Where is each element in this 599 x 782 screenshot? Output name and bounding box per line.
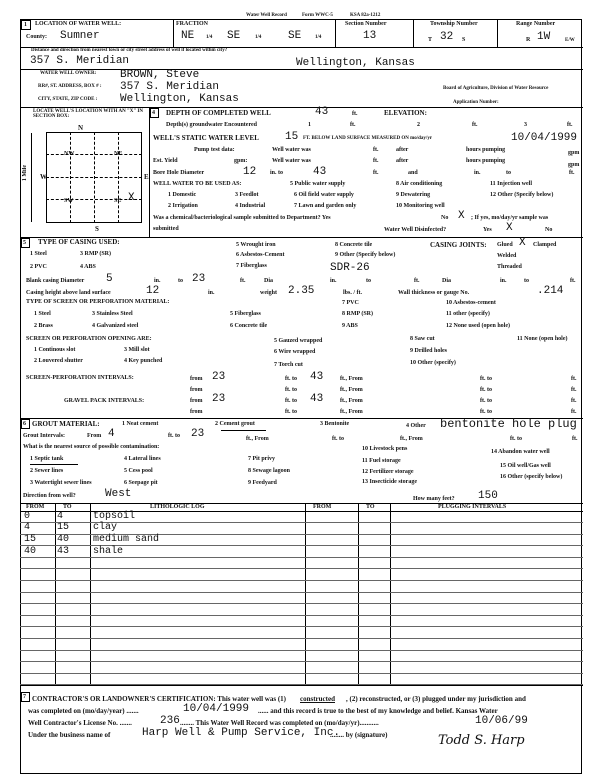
location-label: LOCATION OF WATER WELL: [35,21,122,27]
log-rule [20,626,583,627]
range-label: Range Number [516,21,556,27]
log-rule [20,673,583,674]
rr-value: 357 S. Meridian [120,81,220,93]
blank-to: 23 [192,273,206,285]
groundwater-label: Depth(s) groundwater Encountered [166,122,258,128]
county-value: Sumner [60,30,100,42]
fraction-1: NE [181,30,195,42]
depth-value: 43 [315,106,329,118]
locate-label: LOCATE WELL'S LOCATION WITH AN "X" IN SECTION BOX: [33,109,143,120]
depth-label: DEPTH OF COMPLETED WELL [166,109,271,117]
section-number-label: Section Number [345,21,387,27]
casing-height: 12 [146,285,160,297]
log-rule [20,638,583,639]
gravel-to: 43 [310,393,324,405]
log-rule [20,592,583,593]
owner-label: WATER WELL OWNER: [40,71,97,76]
range-value: 1W [537,31,551,43]
form-number: Form WWC-5 [302,13,333,18]
location-x-mark: X [128,192,135,204]
gravel-from: 23 [212,393,226,405]
feet-value: 150 [478,490,498,502]
casing-sdr: SDR-26 [330,262,370,274]
log-rule [20,661,583,662]
bore-value: 12 [243,166,257,178]
use-label: WELL WATER TO BE USED AS: [153,181,242,187]
static-level-value: 15 [285,131,299,143]
address-line: 357 S. Meridian [30,55,130,67]
business-name: Harp Well & Pump Service, Inc. [142,727,341,739]
static-date: 10/04/1999 [511,132,578,144]
elevation-label: ELEVATION: [384,109,427,117]
static-level-label: WELL'S STATIC WATER LEVEL [153,134,259,142]
casing-weight: 2.35 [288,285,315,297]
grout-other: bentonite hole plug [440,417,577,431]
fraction-label: FRACTION [176,21,209,27]
log-rule [20,568,583,569]
grout-label: GROUT MATERIAL: [32,420,100,428]
county-label: County: [26,34,48,40]
distance-label: Distance and direction from nearest town or city street address of well if located within city? [31,48,228,53]
signature: Todd S. Harp [438,733,525,748]
city-value: Wellington, Kansas [120,93,239,105]
mile-label: 1 Mile [22,165,28,182]
bore-to-value: 43 [313,166,327,178]
section-number: 13 [363,30,377,42]
license-number: 236 [160,715,180,727]
direction-value: West [105,488,132,500]
form-title: Water Well Record [246,13,287,18]
spi-from: 23 [212,371,226,383]
log-rule [20,580,583,581]
log-rule [20,557,583,558]
blank-diameter: 5 [106,273,113,285]
rr-label: RR#, ST. ADDRESS, BOX # : [38,84,102,89]
city-label: CITY, STATE, ZIP CODE : [38,97,98,102]
grout-from: 4 [108,428,115,440]
log-rule [20,603,583,604]
spi-to: 43 [310,371,324,383]
log-rule [20,615,583,616]
township-label: Township Number [430,21,478,27]
wall-thickness: .214 [537,285,564,297]
owner-value: BROWN, Steve [120,69,200,81]
grout-to: 23 [191,428,205,440]
casing-type-label: TYPE OF CASING USED: [38,238,120,246]
fraction-3: SE [288,30,302,42]
application-number-label: Application Number: [453,100,499,105]
board-label: Board of Agriculture, Division of Water Resource [443,86,549,91]
record-date: 10/06/99 [475,715,528,727]
completed-date: 10/04/1999 [183,703,250,715]
bore-label: Bore Hole Diameter [153,170,205,176]
fraction-2: SE [227,30,241,42]
ksa-number: KSA 82a-1212 [350,13,381,18]
section-1-number: 1 [24,22,27,28]
township-value: 32 [440,31,454,43]
city-line: Wellington, Kansas [296,57,415,69]
log-rule [20,650,583,651]
